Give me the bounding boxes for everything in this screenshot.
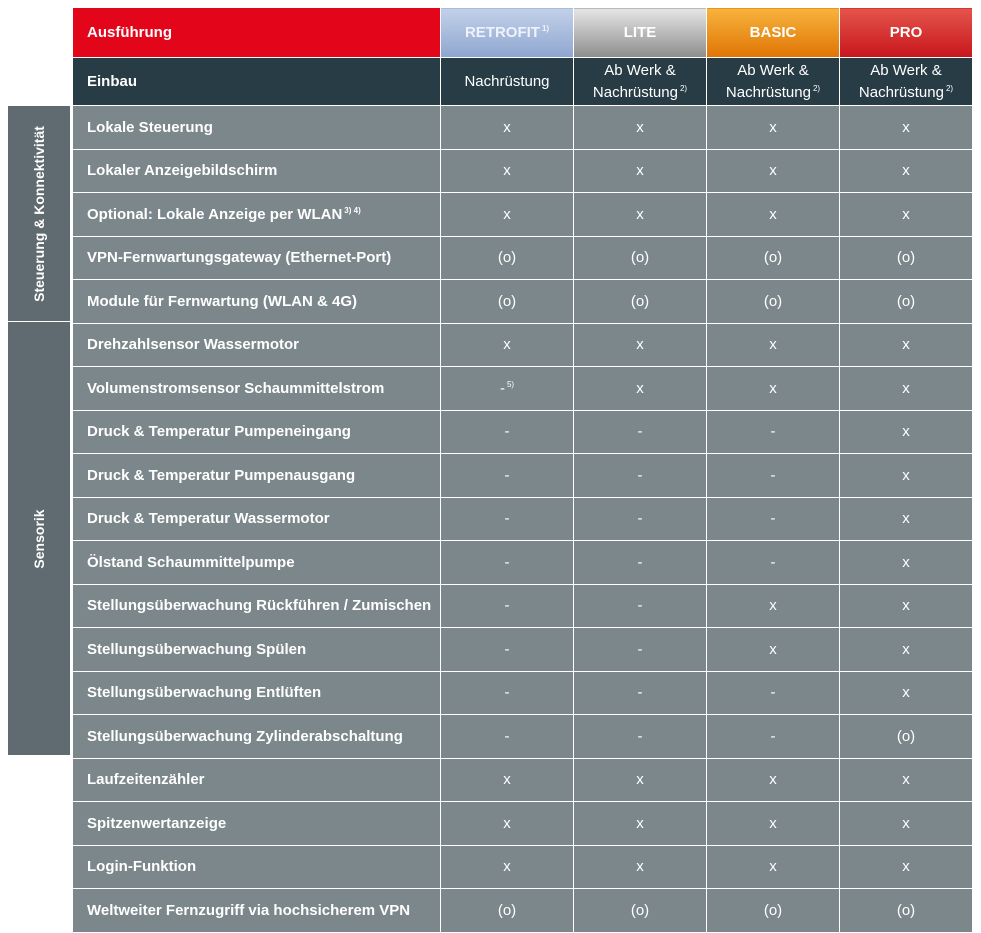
availability-mark: - (770, 727, 776, 745)
einbau-text: Ab Werk & (870, 61, 942, 79)
feature-cell (707, 758, 840, 802)
feature-cell (840, 149, 973, 193)
feature-label (73, 106, 441, 150)
availability-mark: (o) (896, 901, 916, 919)
availability-mark: x (636, 771, 644, 789)
availability-mark: - (504, 423, 510, 441)
feature-cell (707, 323, 840, 367)
feature-cell (441, 497, 574, 541)
table-row (73, 280, 973, 324)
feature-name: Lokale Steuerung (87, 118, 213, 136)
feature-cell (840, 715, 973, 759)
table-row (73, 715, 973, 759)
feature-label (73, 715, 441, 759)
feature-label (73, 236, 441, 280)
availability-mark: x (902, 771, 910, 789)
feature-cell (441, 541, 574, 585)
feature-cell (840, 236, 973, 280)
header-retrofit (441, 8, 574, 58)
availability-mark: x (769, 118, 777, 136)
feature-cell (574, 628, 707, 672)
availability-mark: x (902, 858, 910, 876)
availability-mark: - (504, 684, 510, 702)
footnote-marker: 1) (541, 24, 550, 33)
feature-name: Optional: Lokale Anzeige per WLAN (87, 205, 343, 223)
feature-cell (574, 323, 707, 367)
availability-mark: (o) (630, 249, 650, 267)
einbau-label: Einbau (73, 58, 441, 106)
feature-cell (441, 193, 574, 237)
availability-mark: - (637, 727, 643, 745)
feature-cell (441, 715, 574, 759)
header-ausfuehrung: Ausführung (73, 8, 441, 58)
table-row (73, 106, 973, 150)
availability-mark: x (503, 162, 511, 180)
availability-mark: - (499, 379, 505, 397)
availability-mark: x (769, 814, 777, 832)
availability-mark: - (504, 727, 510, 745)
feature-cell (441, 280, 574, 324)
feature-cell (441, 889, 574, 933)
feature-cell (840, 802, 973, 846)
variant-name: PRO (889, 24, 923, 41)
feature-label (73, 584, 441, 628)
feature-label (73, 323, 441, 367)
availability-mark: - (770, 510, 776, 528)
feature-label (73, 845, 441, 889)
feature-cell (840, 193, 973, 237)
feature-cell (574, 671, 707, 715)
availability-mark: - (637, 553, 643, 571)
table-row (73, 367, 973, 411)
feature-cell (840, 106, 973, 150)
availability-mark: x (636, 379, 644, 397)
availability-mark: x (503, 858, 511, 876)
availability-mark: x (769, 205, 777, 223)
feature-name: Drehzahlsensor Wassermotor (87, 336, 300, 354)
feature-name: Druck & Temperatur Pumpeneingang (87, 423, 351, 441)
header-basic (707, 8, 840, 58)
availability-mark: x (902, 814, 910, 832)
availability-mark: x (902, 423, 910, 441)
availability-mark: x (902, 510, 910, 528)
feature-cell (707, 280, 840, 324)
table-row (73, 193, 973, 237)
availability-mark: - (637, 423, 643, 441)
variant-name: BASIC (749, 24, 797, 41)
feature-cell (574, 845, 707, 889)
feature-name: Weltweiter Fernzugriff via hochsicherem VPN (87, 901, 411, 919)
einbau-retrofit (441, 58, 574, 106)
feature-label (73, 410, 441, 454)
availability-mark: x (902, 379, 910, 397)
feature-cell (574, 497, 707, 541)
table-row (73, 454, 973, 498)
feature-cell (707, 497, 840, 541)
feature-cell (574, 410, 707, 454)
einbau-pro (840, 58, 973, 106)
table-row (73, 802, 973, 846)
feature-name: Login-Funktion (87, 858, 197, 876)
availability-mark: x (636, 814, 644, 832)
table-row (73, 584, 973, 628)
feature-cell (574, 106, 707, 150)
feature-cell (840, 367, 973, 411)
availability-mark: x (636, 336, 644, 354)
feature-cell (707, 541, 840, 585)
feature-cell (707, 715, 840, 759)
availability-mark: x (636, 118, 644, 136)
einbau-basic (707, 58, 840, 106)
availability-mark: - (504, 553, 510, 571)
table-row (73, 541, 973, 585)
feature-rows (73, 106, 973, 933)
feature-cell (441, 454, 574, 498)
feature-cell (707, 106, 840, 150)
availability-mark: x (902, 466, 910, 484)
comparison-table (72, 7, 973, 933)
header-pro (840, 8, 973, 58)
footnote-marker: 2) (679, 83, 688, 93)
availability-mark: (o) (497, 249, 517, 267)
feature-cell (574, 889, 707, 933)
einbau-row (73, 58, 973, 106)
availability-mark: x (769, 597, 777, 615)
einbau-text: Ab Werk & (604, 61, 676, 79)
availability-mark: - (770, 553, 776, 571)
feature-label (73, 671, 441, 715)
variant-name: RETROFIT (464, 24, 540, 41)
availability-mark: x (769, 336, 777, 354)
feature-name: Lokaler Anzeigebildschirm (87, 162, 278, 180)
feature-label (73, 454, 441, 498)
feature-cell (574, 541, 707, 585)
feature-cell (707, 671, 840, 715)
feature-cell (574, 236, 707, 280)
feature-cell (441, 236, 574, 280)
table-row (73, 236, 973, 280)
feature-name: Volumenstromsensor Schaummittelstrom (87, 379, 385, 397)
feature-cell (707, 889, 840, 933)
availability-mark: - (504, 466, 510, 484)
availability-mark: - (637, 510, 643, 528)
feature-cell (441, 323, 574, 367)
availability-mark: x (636, 162, 644, 180)
feature-cell (441, 802, 574, 846)
feature-cell (574, 280, 707, 324)
feature-label (73, 889, 441, 933)
feature-name: Module für Fernwartung (WLAN & 4G) (87, 292, 357, 310)
header-lite (574, 8, 707, 58)
feature-name: Druck & Temperatur Pumpenausgang (87, 466, 356, 484)
group-sensorik (8, 322, 70, 755)
table-row (73, 149, 973, 193)
header-row (73, 8, 973, 58)
availability-mark: - (637, 640, 643, 658)
availability-mark: x (902, 553, 910, 571)
feature-cell (707, 454, 840, 498)
availability-mark: x (902, 205, 910, 223)
availability-mark: (o) (630, 901, 650, 919)
einbau-text: Ab Werk & (737, 61, 809, 79)
feature-cell (840, 628, 973, 672)
feature-cell (574, 193, 707, 237)
feature-cell (707, 236, 840, 280)
feature-cell (707, 193, 840, 237)
availability-mark: - (770, 684, 776, 702)
availability-mark: x (769, 162, 777, 180)
feature-cell (441, 149, 574, 193)
availability-mark: x (769, 379, 777, 397)
feature-label (73, 193, 441, 237)
feature-cell (574, 715, 707, 759)
availability-mark: x (503, 205, 511, 223)
feature-cell (707, 845, 840, 889)
group-label: Steuerung & Konnektivität (31, 125, 47, 302)
availability-mark: - (637, 597, 643, 615)
feature-cell (840, 758, 973, 802)
feature-name: Stellungsüberwachung Zylinderabschaltung (87, 727, 403, 745)
feature-name: Stellungsüberwachung Spülen (87, 640, 307, 658)
availability-mark: x (503, 118, 511, 136)
feature-cell (441, 628, 574, 672)
availability-mark: x (636, 858, 644, 876)
einbau-text: Nachrüstung (464, 72, 550, 90)
feature-name: Stellungsüberwachung Rückführen / Zumischen (87, 597, 432, 615)
feature-cell (840, 845, 973, 889)
table-row (73, 323, 973, 367)
einbau-text: Nachrüstung (592, 83, 678, 101)
feature-cell (574, 802, 707, 846)
availability-mark: x (503, 814, 511, 832)
einbau-lite (574, 58, 707, 106)
feature-cell (574, 454, 707, 498)
feature-label (73, 367, 441, 411)
table-row (73, 410, 973, 454)
availability-mark: (o) (896, 249, 916, 267)
feature-name: Ölstand Schaummittelpumpe (87, 553, 295, 571)
availability-mark: (o) (896, 727, 916, 745)
feature-cell (441, 367, 574, 411)
feature-cell (574, 149, 707, 193)
availability-mark: x (769, 640, 777, 658)
feature-name: VPN-Fernwartungsgateway (Ethernet-Port) (87, 249, 392, 267)
feature-cell (707, 628, 840, 672)
availability-mark: x (769, 771, 777, 789)
einbau-text: Nachrüstung (858, 83, 944, 101)
availability-mark: - (770, 466, 776, 484)
availability-mark: x (503, 336, 511, 354)
availability-mark: x (636, 205, 644, 223)
feature-name: Spitzenwertanzeige (87, 814, 227, 832)
availability-mark: (o) (896, 292, 916, 310)
availability-mark: x (902, 336, 910, 354)
feature-cell (840, 541, 973, 585)
feature-cell (441, 758, 574, 802)
feature-cell (840, 671, 973, 715)
footnote-marker: 2) (945, 83, 954, 93)
einbau-text: Nachrüstung (725, 83, 811, 101)
footnote-marker: 2) (812, 83, 821, 93)
footnote-marker: 5) (506, 379, 515, 389)
availability-mark: (o) (630, 292, 650, 310)
availability-mark: - (504, 510, 510, 528)
table-row (73, 889, 973, 933)
footnote-marker: 3) 4) (344, 205, 361, 215)
feature-cell (441, 845, 574, 889)
feature-cell (574, 758, 707, 802)
feature-cell (441, 410, 574, 454)
availability-mark: (o) (497, 292, 517, 310)
table-row (73, 845, 973, 889)
feature-cell (840, 410, 973, 454)
feature-cell (840, 584, 973, 628)
feature-name: Stellungsüberwachung Entlüften (87, 684, 322, 702)
availability-mark: (o) (763, 249, 783, 267)
feature-cell (840, 280, 973, 324)
feature-cell (840, 323, 973, 367)
table-row (73, 758, 973, 802)
table-row (73, 671, 973, 715)
availability-mark: x (769, 858, 777, 876)
feature-cell (707, 584, 840, 628)
feature-cell (707, 410, 840, 454)
variant-name: LITE (623, 24, 657, 41)
feature-label (73, 802, 441, 846)
availability-mark: (o) (763, 292, 783, 310)
availability-mark: (o) (763, 901, 783, 919)
availability-mark: (o) (497, 901, 517, 919)
feature-cell (707, 367, 840, 411)
availability-mark: x (503, 771, 511, 789)
feature-cell (574, 367, 707, 411)
availability-mark: x (902, 684, 910, 702)
feature-cell (840, 889, 973, 933)
feature-label (73, 541, 441, 585)
feature-cell (707, 802, 840, 846)
feature-name: Druck & Temperatur Wassermotor (87, 510, 330, 528)
availability-mark: - (770, 423, 776, 441)
feature-label (73, 628, 441, 672)
feature-cell (441, 671, 574, 715)
availability-mark: x (902, 118, 910, 136)
feature-cell (441, 584, 574, 628)
table-row (73, 628, 973, 672)
feature-label (73, 280, 441, 324)
feature-label (73, 497, 441, 541)
availability-mark: - (637, 466, 643, 484)
availability-mark: x (902, 162, 910, 180)
group-label: Sensorik (31, 508, 47, 569)
feature-cell (574, 584, 707, 628)
feature-label (73, 758, 441, 802)
feature-cell (840, 454, 973, 498)
availability-mark: - (637, 684, 643, 702)
group-steuerung-konnektivitaet (8, 106, 70, 321)
availability-mark: x (902, 597, 910, 615)
feature-cell (441, 106, 574, 150)
feature-label (73, 149, 441, 193)
availability-mark: x (902, 640, 910, 658)
table-row (73, 497, 973, 541)
availability-mark: - (504, 597, 510, 615)
availability-mark: - (504, 640, 510, 658)
feature-name: Laufzeitenzähler (87, 771, 205, 789)
feature-cell (707, 149, 840, 193)
feature-cell (840, 497, 973, 541)
